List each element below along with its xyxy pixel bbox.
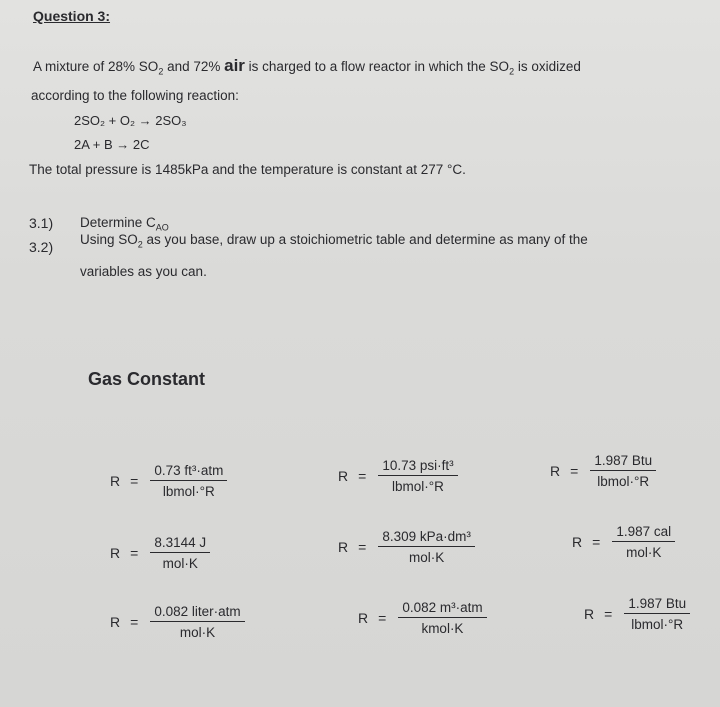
subquestion-text-continued: variables as you can. bbox=[80, 264, 207, 279]
gas-constant-entry: R = $\frac{\text{1.987 Btu}}{\text{lbmol·°R}}$ bbox=[550, 453, 656, 489]
reaction-equation-2: 2A + B → 2C bbox=[74, 137, 150, 152]
gas-constant-entry: R = $\frac{\text{0.082 m³·atm}}{\text{kmol·K}}$ bbox=[358, 600, 487, 636]
question-title: Question 3: bbox=[33, 8, 111, 24]
gas-constant-entry: R = $\frac{\text{8.309 kPa·dm³}}{\text{mol·K}}$ bbox=[338, 529, 475, 565]
subquestion-number: 3.1) bbox=[29, 215, 54, 231]
conditions-line: The total pressure is 1485kPa and the temperature is constant at 277 °C. bbox=[29, 162, 466, 177]
subquestion-number: 3.2) bbox=[29, 239, 54, 255]
subquestion-text: Using $SO_2$ as you base, draw up a stoichiometric table and determine as many of the bbox=[80, 232, 588, 250]
air-word: air bbox=[224, 56, 245, 75]
gas-constant-entry: R = $\frac{\text{0.73 ft³·atm}}{\text{lbmol·°R}}$ bbox=[110, 463, 227, 499]
gas-constant-entry: R = $\frac{\text{1.987 cal}}{\text{mol·K}}$ bbox=[572, 524, 675, 560]
intro-line-1: A mixture of 28% $SO_2$ and 72% air is charged to a flow reactor in which the $SO_2$ is oxidized bbox=[33, 56, 581, 77]
gas-constant-title: Gas Constant bbox=[88, 369, 206, 389]
gas-constant-entry: R = $\frac{8.3144 J}{\text{mol·K}}$ bbox=[110, 535, 210, 571]
intro-line-2: according to the following reaction: bbox=[31, 88, 239, 103]
subquestion-text: Determine $C_{AO}$ bbox=[80, 215, 169, 233]
gas-constant-entry: R = $\frac{\text{10.73 psi·ft³}}{\text{lbmol·°R}}$ bbox=[338, 458, 458, 494]
reaction-equation-1: 2SO₂ + O₂ → 2SO₃ bbox=[74, 113, 187, 128]
gas-constant-entry: R = $\frac{\text{1.987 Btu}}{\text{lbmol·°R}}$ bbox=[584, 596, 690, 632]
gas-constant-entry: R = $\frac{\text{0.082 liter·atm}}{\text{mol·K}}$ bbox=[110, 604, 245, 640]
